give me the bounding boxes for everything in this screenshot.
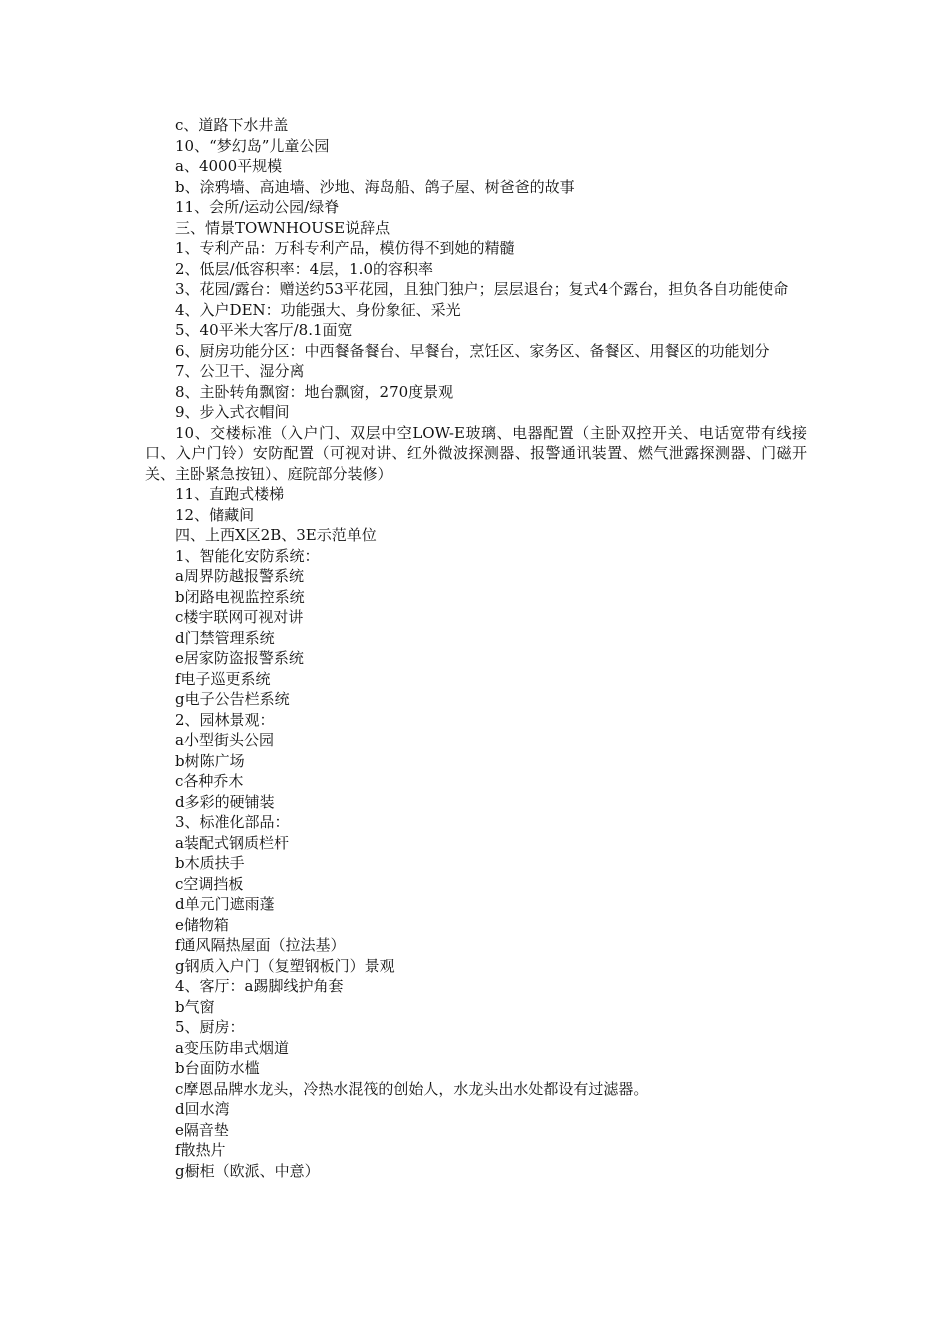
list-item: e储物箱 <box>175 915 229 934</box>
list-item: a装配式钢质栏杆 <box>175 833 289 852</box>
list-item: d回水湾 <box>175 1100 230 1118</box>
text-line: 1、智能化安防系统： <box>175 546 320 565</box>
list-item: d单元门遮雨蓬 <box>175 895 275 913</box>
list-item: c摩恩品牌水龙头，冷热水混筏的创始人，水龙头出水处都设有过滤器。 <box>175 1079 649 1098</box>
text-line: 3、花园/露台：赠送约53平花园，且独门独户；层层退台；复式4个露台，担负各自功能使命 <box>175 280 789 298</box>
text-line: 2、园林景观： <box>175 710 275 729</box>
text-line: 9、步入式衣帽间 <box>175 403 290 421</box>
section-heading: 四、上西X区2B、3E示范单位 <box>175 526 377 544</box>
text-line: 6、厨房功能分区：中西餐备餐台、早餐台，烹饪区、家务区、备餐区、用餐区的功能划分 <box>175 341 770 360</box>
text-line: a、4000平规模 <box>175 157 283 175</box>
list-item: c各种乔木 <box>175 772 244 790</box>
list-item: a小型街头公园 <box>175 731 274 749</box>
text-line: 8、主卧转角飘窗：地台飘窗，270度景观 <box>175 382 454 401</box>
list-item: d门禁管理系统 <box>175 628 275 647</box>
text-line: 5、厨房： <box>175 1018 245 1036</box>
list-item: b闭路电视监控系统 <box>175 587 305 606</box>
list-item: b木质扶手 <box>175 854 245 872</box>
list-item: e隔音垫 <box>175 1120 229 1139</box>
list-item: f通风隔热屋面（拉法基） <box>175 936 346 954</box>
text-line: 1、专利产品：万科专利产品，模仿得不到她的精髓 <box>175 239 515 257</box>
list-item: e居家防盗报警系统 <box>175 649 304 667</box>
list-item: a周界防越报警系统 <box>175 567 304 585</box>
section-heading: 三、情景TOWNHOUSE说辞点 <box>175 218 391 237</box>
text-line: 12、储藏间 <box>175 505 255 524</box>
list-item: f电子巡更系统 <box>175 669 271 688</box>
list-item: g橱柜（欧派、中意） <box>175 1161 320 1180</box>
text-line: 10、“梦幻岛”儿童公园 <box>175 136 330 155</box>
list-item: d多彩的硬铺装 <box>175 792 275 811</box>
list-item: c空调挡板 <box>175 874 244 893</box>
text-line: 5、40平米大客厅/8.1面宽 <box>175 321 353 339</box>
list-item: g钢质入户门（复塑钢板门）景观 <box>175 956 395 975</box>
list-item: c楼宇联网可视对讲 <box>175 608 304 626</box>
list-item: a变压防串式烟道 <box>175 1038 289 1057</box>
text-line: 3、标准化部品： <box>175 813 290 831</box>
text-line: 10、交楼标准（入户门、双层中空LOW-E玻璃、电器配置（主卧双控开关、电话宽带有线接口、入户门铃）安防配置（可视对讲、红外微波探测器、报警通讯装置、燃气泄露探测器、门磁开关、主卧紧急按钮）、庭院部分装修） <box>145 423 807 483</box>
list-item: b气窗 <box>175 997 215 1016</box>
text-line: 4、入户DEN：功能强大、身份象征、采光 <box>175 300 461 319</box>
text-line: 11、会所/运动公园/绿脊 <box>175 198 340 216</box>
text-line: b、涂鸦墙、高迪墙、沙地、海岛船、鸽子屋、树爸爸的故事 <box>175 177 575 196</box>
list-item: g电子公告栏系统 <box>175 690 290 708</box>
text-line: 11、直跑式楼梯 <box>175 485 285 503</box>
text-line: c、道路下水井盖 <box>175 116 289 134</box>
text-line: 7、公卫干、湿分离 <box>175 362 305 380</box>
list-item: b树陈广场 <box>175 751 245 770</box>
text-line: 2、低层/低容积率：4层，1.0的容积率 <box>175 259 433 278</box>
list-item: f散热片 <box>175 1141 226 1159</box>
text-line: 4、客厅：a踢脚线护角套 <box>175 977 344 995</box>
document-body <box>145 115 807 1181</box>
list-item: b台面防水槛 <box>175 1059 260 1077</box>
